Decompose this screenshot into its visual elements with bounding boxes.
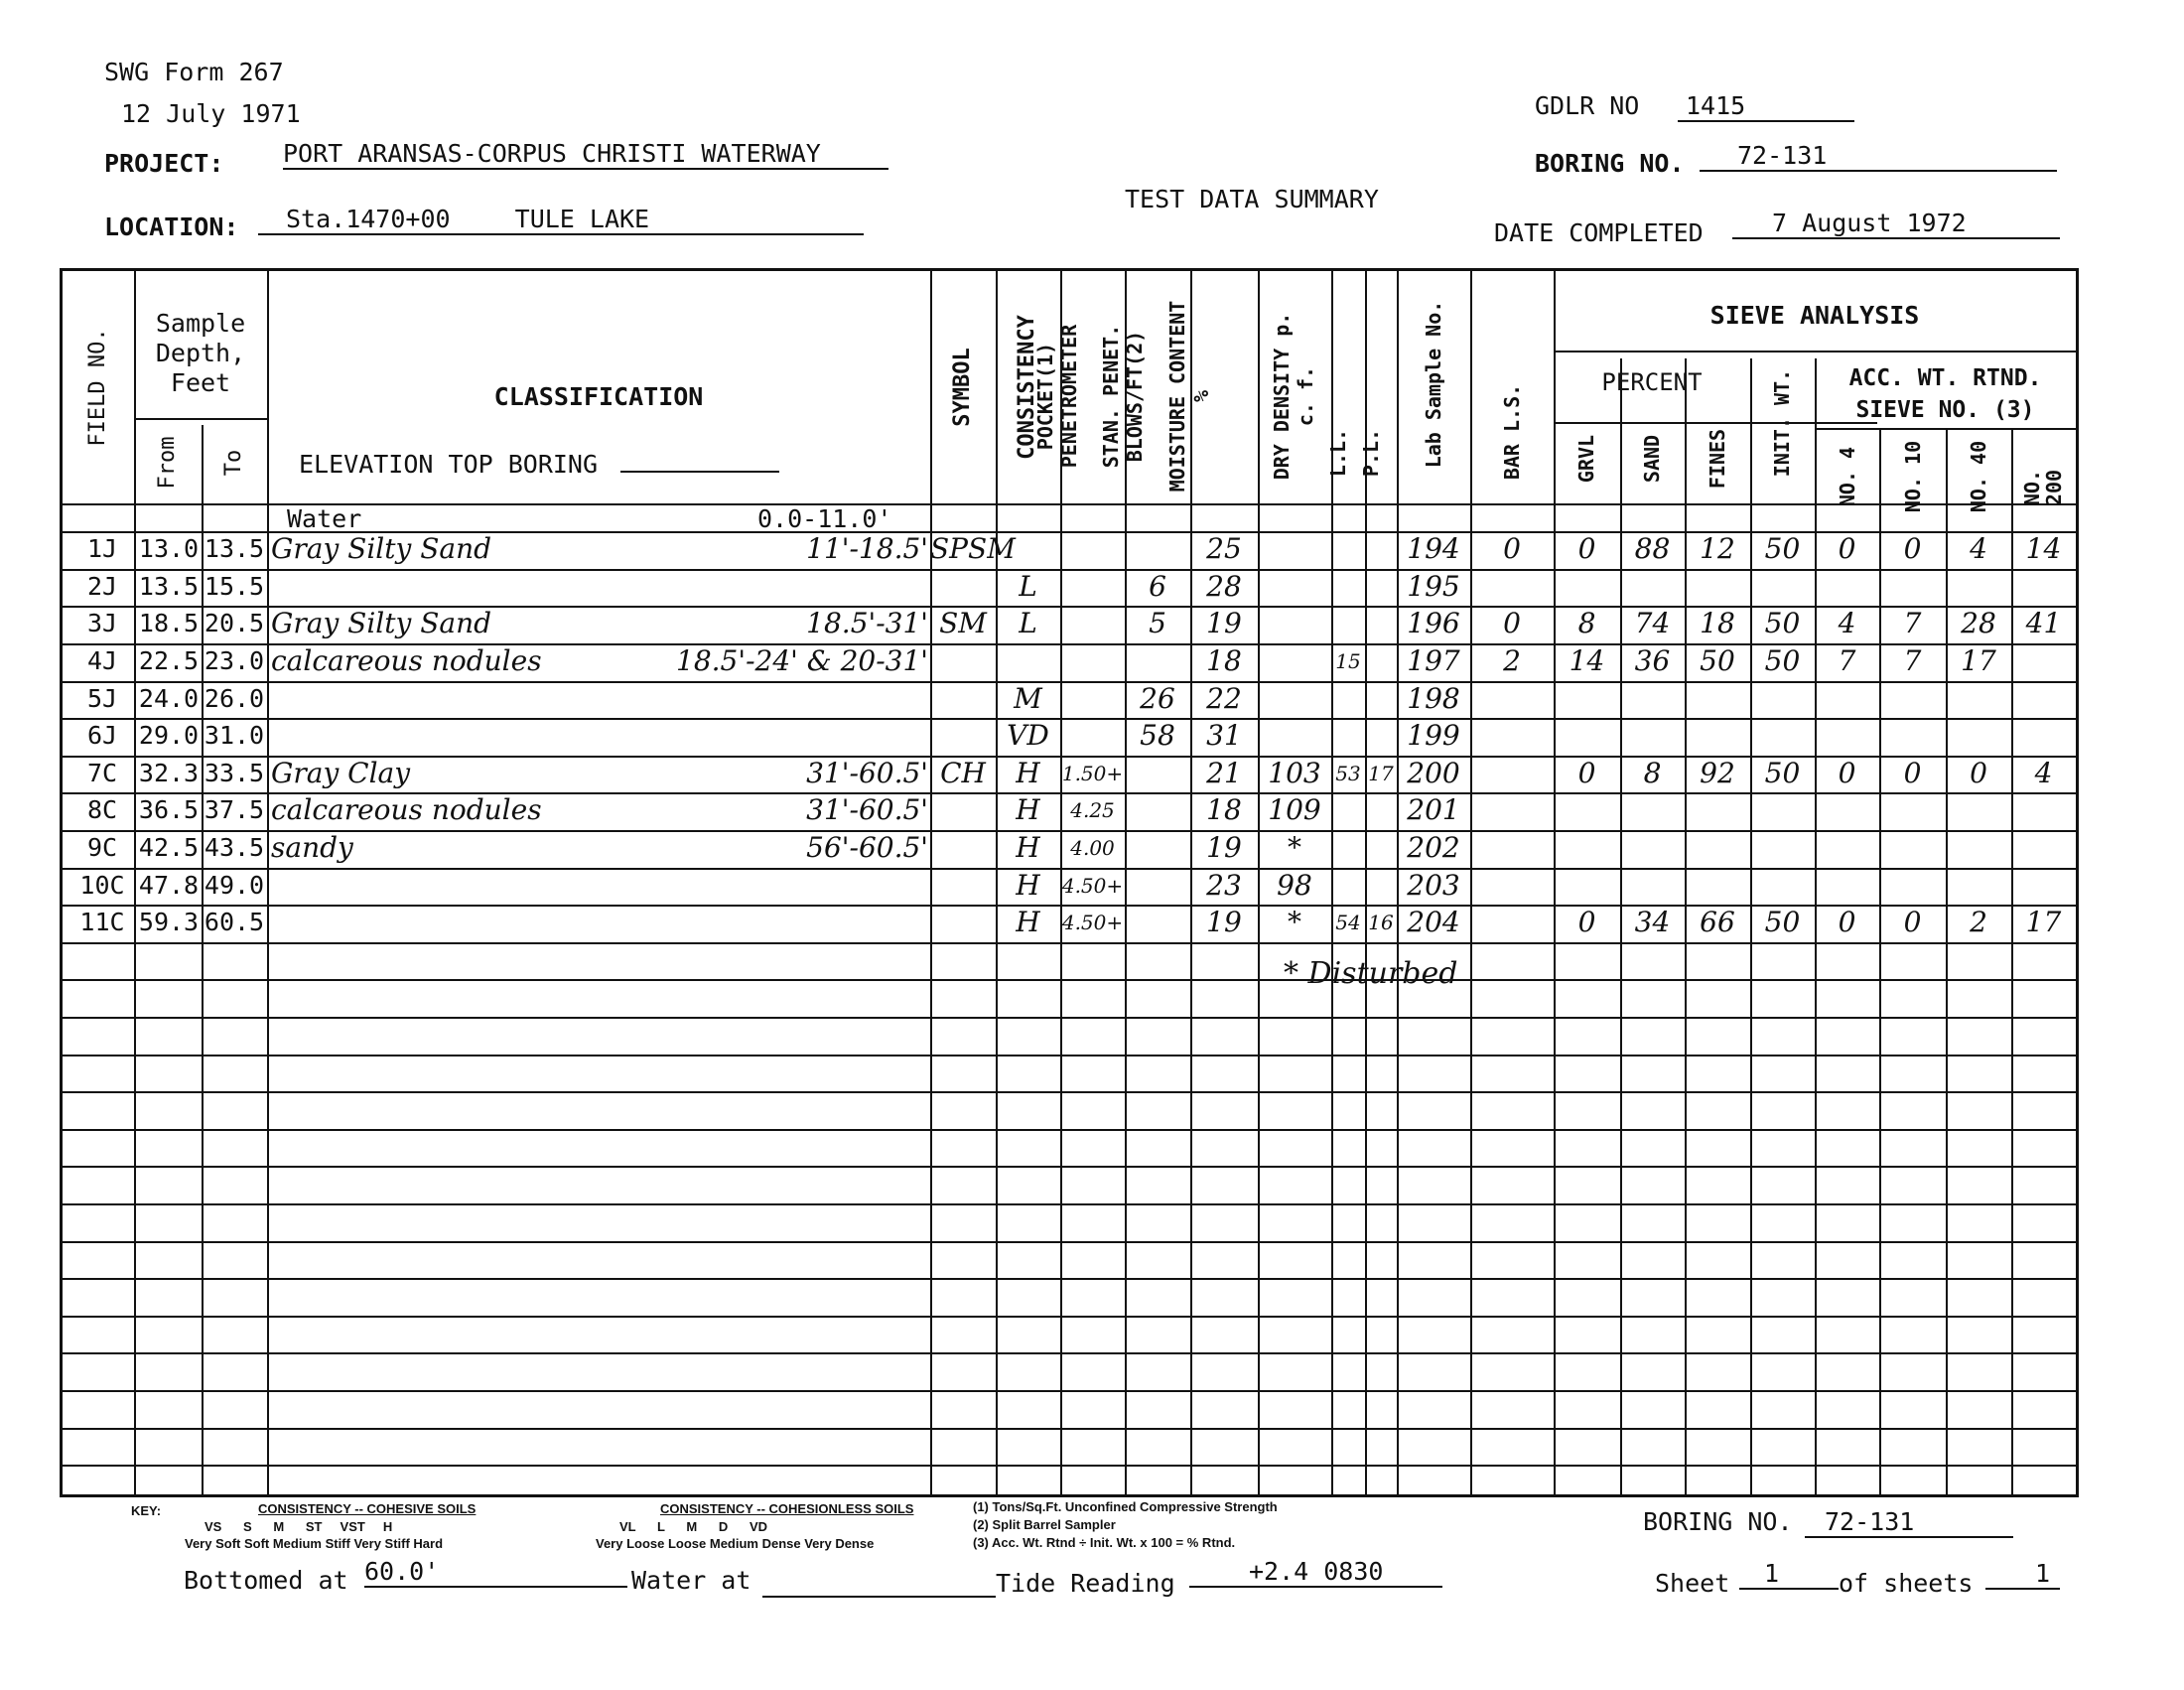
project-label: PROJECT: [104, 149, 224, 178]
cell-moisture: 22 [1206, 682, 1242, 715]
cell-dry-density: * [1288, 831, 1301, 864]
cell-symbol: SPSM [930, 532, 1016, 565]
cell-stan-penet: 26 [1140, 682, 1175, 715]
col-moisture: MOISTURE CONTENT % [1165, 300, 1213, 493]
cell-consistency: H [1016, 793, 1040, 826]
cell-from: 59.3 [138, 908, 200, 936]
cell-no40: 2 [1970, 906, 1987, 938]
cell-no4: 0 [1838, 757, 1856, 789]
cohesive-codes: VS S M ST VST H [205, 1519, 393, 1534]
elevation-top-blank [620, 471, 779, 473]
cell-no4: 0 [1838, 906, 1856, 938]
cell-to: 23.0 [204, 646, 265, 675]
elevation-top-label: ELEVATION TOP BORING [299, 450, 599, 479]
cell-from: 24.0 [138, 684, 200, 713]
cell-to: 20.5 [204, 609, 265, 637]
cell-dry-density: 109 [1268, 793, 1321, 826]
gdlr-label: GDLR NO [1535, 91, 1640, 120]
col-sand: SAND [1640, 434, 1664, 484]
cell-field-no: 2J [86, 572, 118, 601]
cohesionless-codes: VL L M D VD [619, 1519, 768, 1534]
cell-moisture: 19 [1206, 906, 1242, 938]
cell-to: 15.5 [204, 572, 265, 601]
water-label: Water [287, 504, 362, 533]
col-bar-ls: BAR L.S. [1500, 383, 1524, 481]
cell-pocket-pen: 4.25 [1070, 798, 1115, 822]
cell-fines: 18 [1700, 607, 1735, 639]
cell-depth-range: 31'-60.5' [806, 793, 928, 826]
cell-from: 32.3 [138, 759, 200, 787]
cell-consistency: H [1016, 906, 1040, 938]
cell-depth-range: 18.5'-24' & 20-31' [676, 644, 928, 677]
cell-depth-range: 11'-18.5' [806, 532, 928, 565]
cell-from: 13.5 [138, 572, 200, 601]
col-no40: NO. 40 [1967, 440, 1990, 513]
of-sheets-label: of sheets [1839, 1569, 1974, 1598]
cell-to: 43.5 [204, 833, 265, 862]
col-sieve-analysis: SIEVE ANALYSIS [1709, 301, 1920, 330]
cell-classification: sandy [271, 831, 353, 864]
cell-from: 36.5 [138, 795, 200, 824]
col-classification: CLASSIFICATION [493, 382, 704, 411]
col-dry-density: DRY DENSITY p. c. f. [1270, 312, 1317, 481]
location-field [258, 205, 864, 235]
cell-stan-penet: 6 [1149, 570, 1166, 603]
location-label: LOCATION: [104, 212, 239, 241]
cell-classification: Gray Clay [271, 757, 411, 789]
cell-dry-density: * [1288, 906, 1301, 938]
col-fines: FINES [1706, 428, 1729, 490]
cell-to: 33.5 [204, 759, 265, 787]
boring-value: 72-131 [1700, 141, 2057, 172]
col-to: To [221, 449, 246, 477]
cell-from: 47.8 [138, 871, 200, 900]
cell-no10: 7 [1903, 644, 1922, 677]
cell-to: 37.5 [204, 795, 265, 824]
cell-bar-ls: 2 [1503, 644, 1521, 677]
cohesionless-title: CONSISTENCY -- COHESIONLESS SOILS [660, 1501, 914, 1516]
cell-classification: Gray Silty Sand [271, 607, 492, 639]
cell-lab-sample: 204 [1407, 906, 1460, 938]
cell-moisture: 28 [1206, 570, 1242, 603]
cell-fines: 50 [1700, 644, 1735, 677]
col-percent: PERCENT [1601, 368, 1703, 396]
cell-from: 18.5 [138, 609, 200, 637]
tide-value: +2.4 0830 [1189, 1557, 1442, 1588]
cell-moisture: 21 [1206, 757, 1242, 789]
cell-classification: calcareous nodules [271, 644, 542, 677]
cell-lab-sample: 198 [1407, 682, 1460, 715]
cell-no40: 4 [1970, 532, 1987, 565]
cell-sand: 34 [1634, 906, 1671, 938]
form-date: 12 July 1971 [121, 99, 301, 128]
cell-field-no: 6J [86, 721, 118, 750]
cell-lab-sample: 202 [1407, 831, 1460, 864]
date-completed-value: 7 August 1972 [1732, 209, 2060, 239]
cell-depth-range: 31'-60.5' [806, 757, 928, 789]
cell-lab-sample: 200 [1407, 757, 1460, 789]
water-at-value [762, 1566, 996, 1598]
cell-field-no: 11C [79, 908, 125, 936]
key-label: KEY: [131, 1503, 162, 1518]
cell-sand: 74 [1634, 607, 1671, 639]
cell-lab-sample: 199 [1407, 719, 1460, 752]
footer-boring-label: BORING NO. [1643, 1507, 1793, 1536]
cell-no10: 0 [1903, 532, 1922, 565]
col-pl: P.L. [1359, 428, 1383, 478]
cell-moisture: 19 [1206, 831, 1242, 864]
disturbed-note: * Disturbed [1284, 956, 1458, 991]
water-range: 0.0-11.0' [757, 504, 892, 533]
cell-from: 13.0 [138, 534, 200, 563]
col-field-no: FIELD NO. [85, 328, 110, 447]
cell-no200: 4 [2034, 757, 2053, 789]
cell-dry-density: 98 [1277, 869, 1312, 902]
sheet-label: Sheet [1655, 1569, 1730, 1598]
col-stan-penet: STAN. PENET. BLOWS/FT(2) [1099, 324, 1147, 469]
cell-consistency: L [1019, 607, 1037, 639]
cell-lab-sample: 194 [1407, 532, 1460, 565]
cell-grvl: 0 [1577, 757, 1596, 789]
tide-label: Tide Reading [996, 1569, 1175, 1598]
cell-sand: 88 [1634, 532, 1671, 565]
cell-moisture: 18 [1206, 793, 1242, 826]
cell-grvl: 14 [1569, 644, 1605, 677]
cell-moisture: 25 [1206, 532, 1242, 565]
cell-sand: 36 [1634, 644, 1671, 677]
cell-lab-sample: 197 [1407, 644, 1460, 677]
col-no10: NO. 10 [1901, 440, 1925, 513]
cell-fines: 66 [1700, 906, 1735, 938]
col-grvl: GRVL [1574, 434, 1598, 484]
cell-moisture: 18 [1206, 644, 1242, 677]
col-init-wt: INIT. WT. [1770, 368, 1794, 478]
cell-init-wt: 50 [1764, 644, 1801, 677]
cell-consistency: M [1014, 682, 1042, 715]
cell-field-no: 5J [86, 684, 118, 713]
cell-field-no: 9C [86, 833, 118, 862]
cell-fines: 12 [1700, 532, 1735, 565]
cell-field-no: 1J [86, 534, 118, 563]
cell-pl: 17 [1368, 762, 1394, 785]
cohesive-title: CONSISTENCY -- COHESIVE SOILS [258, 1501, 477, 1516]
cell-consistency: H [1016, 757, 1040, 789]
project-value: PORT ARANSAS-CORPUS CHRISTI WATERWAY [283, 139, 888, 170]
cell-pocket-pen: 1.50+ [1061, 762, 1124, 785]
cell-to: 13.5 [204, 534, 265, 563]
cell-classification: calcareous nodules [271, 793, 542, 826]
cell-from: 29.0 [138, 721, 200, 750]
cell-no10: 7 [1903, 607, 1922, 639]
cell-ll: 53 [1335, 762, 1361, 785]
col-no200: NO. 200 [2020, 469, 2066, 506]
cell-stan-penet: 58 [1140, 719, 1175, 752]
cell-no40: 0 [1970, 757, 1987, 789]
cell-symbol: SM [939, 607, 987, 639]
cell-stan-penet: 5 [1149, 607, 1166, 639]
cell-fines: 92 [1700, 757, 1735, 789]
cell-no10: 0 [1903, 757, 1922, 789]
cell-init-wt: 50 [1764, 757, 1801, 789]
cell-init-wt: 50 [1764, 607, 1801, 639]
col-acc-wt: ACC. WT. RTND. SIEVE NO. (3) [1848, 365, 2042, 423]
cell-to: 26.0 [204, 684, 265, 713]
col-no4: NO. 4 [1836, 446, 1859, 507]
cell-to: 31.0 [204, 721, 265, 750]
cell-to: 49.0 [204, 871, 265, 900]
form-title: TEST DATA SUMMARY [1125, 185, 1379, 213]
col-ll: L.L. [1326, 428, 1350, 478]
col-sample-depth: Sample Depth, Feet [155, 309, 246, 397]
gdlr-value: 1415 [1678, 91, 1854, 122]
cell-lab-sample: 203 [1407, 869, 1460, 902]
cell-pocket-pen: 4.00 [1070, 836, 1115, 860]
cell-no10: 0 [1903, 906, 1922, 938]
cell-depth-range: 56'-60.5' [806, 831, 928, 864]
cell-bar-ls: 0 [1503, 532, 1521, 565]
cell-symbol: CH [940, 757, 986, 789]
cell-init-wt: 50 [1764, 906, 1801, 938]
cell-moisture: 19 [1206, 607, 1242, 639]
cell-consistency: H [1016, 831, 1040, 864]
cell-lab-sample: 196 [1407, 607, 1460, 639]
col-consistency: CONSISTENCY [1015, 315, 1039, 460]
col-pocket-penetrometer: POCKET(1) PENETROMETER [1033, 324, 1081, 469]
footer-boring-value: 72-131 [1805, 1507, 2013, 1538]
cell-moisture: 31 [1206, 719, 1242, 752]
of-sheets-value: 1 [1985, 1559, 2060, 1590]
cell-lab-sample: 201 [1407, 793, 1460, 826]
cell-grvl: 0 [1577, 906, 1596, 938]
col-symbol: SYMBOL [950, 348, 975, 427]
cell-no200: 17 [2025, 906, 2062, 938]
cell-from: 22.5 [138, 646, 200, 675]
cell-pocket-pen: 4.50+ [1061, 874, 1124, 898]
cell-to: 60.5 [204, 908, 265, 936]
cell-init-wt: 50 [1764, 532, 1801, 565]
location-station: Sta.1470+00 [286, 205, 451, 233]
cell-pocket-pen: 4.50+ [1061, 911, 1124, 934]
col-elevation-top [299, 450, 779, 479]
cell-no40: 28 [1961, 607, 1996, 639]
cell-consistency: VD [1007, 719, 1049, 752]
cell-field-no: 3J [86, 609, 118, 637]
footnote-3: (3) Acc. Wt. Rtnd ÷ Init. Wt. x 100 = % Rtnd. [973, 1535, 1236, 1550]
col-lab-sample: Lab Sample No. [1422, 300, 1445, 469]
cell-ll: 15 [1335, 649, 1361, 673]
cell-depth-range: 18.5'-31' [806, 607, 928, 639]
cell-no200: 14 [2025, 532, 2062, 565]
footnote-1: (1) Tons/Sq.Ft. Unconfined Compressive Strength [973, 1499, 1278, 1514]
cell-no200: 41 [2025, 607, 2062, 639]
date-completed-label: DATE COMPLETED [1494, 218, 1704, 247]
cell-field-no: 8C [86, 795, 118, 824]
cell-no4: 7 [1838, 644, 1856, 677]
water-at-label: Water at [631, 1566, 751, 1595]
cell-no4: 4 [1838, 607, 1856, 639]
bottomed-label: Bottomed at [184, 1566, 348, 1595]
col-from: From [155, 436, 180, 490]
cell-lab-sample: 195 [1407, 570, 1460, 603]
cell-moisture: 23 [1206, 869, 1242, 902]
cell-grvl: 0 [1577, 532, 1596, 565]
cell-consistency: H [1016, 869, 1040, 902]
test-data-table [60, 268, 2079, 1497]
cell-from: 42.5 [138, 833, 200, 862]
boring-label: BORING NO. [1535, 149, 1685, 178]
cell-consistency: L [1019, 570, 1037, 603]
cell-classification: Gray Silty Sand [271, 532, 492, 565]
cell-field-no: 7C [86, 759, 118, 787]
bottomed-value: 60.0' [364, 1557, 627, 1588]
sheet-value: 1 [1739, 1559, 1839, 1590]
cell-dry-density: 103 [1268, 757, 1321, 789]
cohesive-words: Very Soft Soft Medium Stiff Very Stiff Hard [185, 1536, 444, 1551]
cell-pl: 16 [1368, 911, 1394, 934]
cell-field-no: 4J [86, 646, 118, 675]
cell-no4: 0 [1838, 532, 1856, 565]
cell-grvl: 8 [1577, 607, 1596, 639]
cell-sand: 8 [1643, 757, 1662, 789]
cell-ll: 54 [1335, 911, 1361, 934]
cohesionless-words: Very Loose Loose Medium Dense Very Dense [596, 1536, 875, 1551]
form-name: SWG Form 267 [104, 58, 284, 86]
cell-no40: 17 [1961, 644, 1996, 677]
location-name: TULE LAKE [514, 205, 650, 233]
cell-bar-ls: 0 [1503, 607, 1521, 639]
cell-field-no: 10C [79, 871, 125, 900]
footnote-2: (2) Split Barrel Sampler [973, 1517, 1116, 1532]
